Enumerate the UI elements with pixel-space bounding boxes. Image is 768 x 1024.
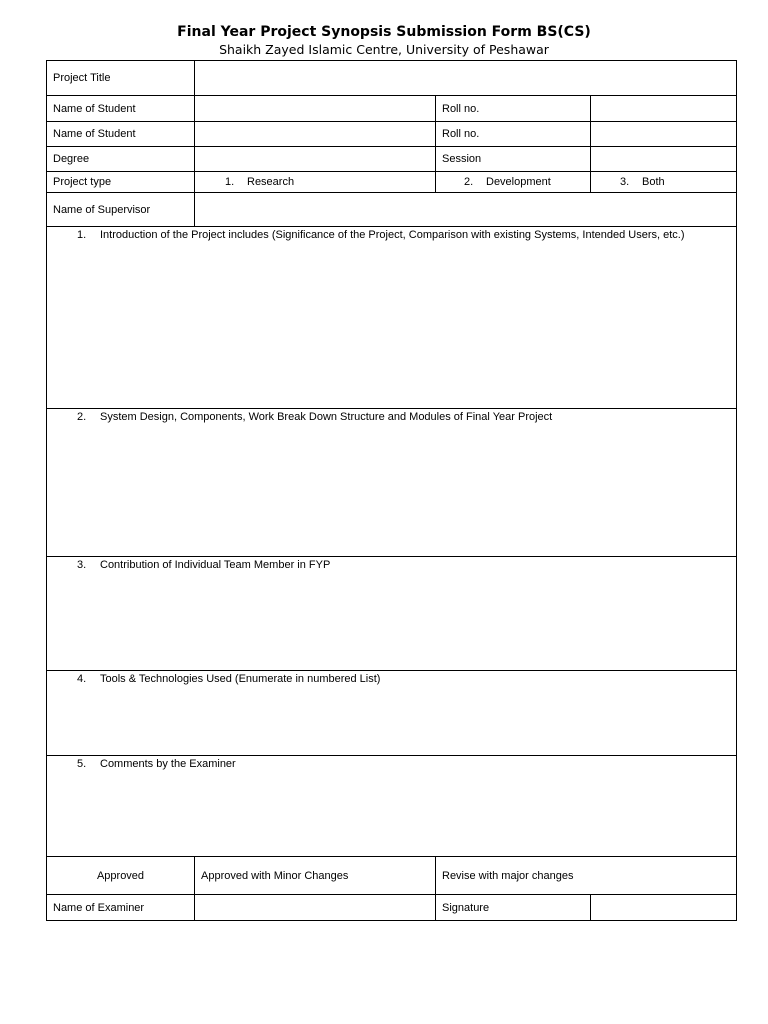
approval-row <box>47 857 737 895</box>
section-number: 5. <box>77 758 87 770</box>
section-heading: Tools & Technologies Used (Enumerate in numbered List) <box>100 673 381 685</box>
student-row-1 <box>47 96 737 122</box>
roll-no-label-2: Roll no. <box>436 122 591 147</box>
section-number: 2. <box>77 411 87 423</box>
option-label: Development <box>486 176 551 188</box>
option-label: Research <box>247 176 295 188</box>
section-heading: System Design, Components, Work Break Down Structure and Modules of Final Year Project <box>100 411 553 423</box>
section-row-4 <box>47 671 737 756</box>
section-system-design[interactable] <box>47 409 737 557</box>
section-tools[interactable] <box>47 671 737 756</box>
examiner-name-field[interactable] <box>195 895 436 921</box>
section-contribution[interactable] <box>47 557 737 671</box>
degree-row <box>47 147 737 172</box>
section-number: 4. <box>77 673 87 685</box>
section-row-3 <box>47 557 737 671</box>
roll-no-field-2[interactable] <box>591 122 737 147</box>
section-number: 3. <box>77 559 87 571</box>
degree-field[interactable] <box>195 147 436 172</box>
student-row-2 <box>47 122 737 147</box>
section-comments[interactable] <box>47 756 737 857</box>
supervisor-field[interactable] <box>195 193 737 227</box>
session-field[interactable] <box>591 147 737 172</box>
section-row-5 <box>47 756 737 857</box>
project-type-label: Project type <box>47 172 195 193</box>
examiner-row <box>47 895 737 921</box>
signature-label: Signature <box>436 895 591 921</box>
option-label: Both <box>642 176 665 188</box>
section-heading: Introduction of the Project includes (Significance of the Project, Comparison with existing Systems, Intended Users, etc.) <box>100 229 685 241</box>
section-number: 1. <box>77 229 87 241</box>
approved-minor-option[interactable]: Approved with Minor Changes <box>195 857 436 895</box>
approved-option[interactable]: Approved <box>47 857 195 895</box>
student-name-label-1: Name of Student <box>47 96 195 122</box>
form-subtitle: Shaikh Zayed Islamic Centre, University of Peshawar <box>219 42 549 57</box>
section-heading: Contribution of Individual Team Member in FYP <box>100 559 331 571</box>
option-number: 3. <box>620 176 630 188</box>
section-row-1 <box>47 227 737 409</box>
project-type-row <box>47 172 737 193</box>
project-type-option-research[interactable] <box>195 172 436 193</box>
student-name-field-1[interactable] <box>195 96 436 122</box>
examiner-name-label: Name of Examiner <box>47 895 195 921</box>
option-number: 2. <box>464 176 474 188</box>
student-name-label-2: Name of Student <box>47 122 195 147</box>
roll-no-field-1[interactable] <box>591 96 737 122</box>
section-row-2 <box>47 409 737 557</box>
option-number: 1. <box>225 176 235 188</box>
project-title-field[interactable] <box>195 61 737 96</box>
synopsis-form-table <box>46 60 737 921</box>
project-title-label: Project Title <box>47 61 195 96</box>
signature-field[interactable] <box>591 895 737 921</box>
section-heading: Comments by the Examiner <box>100 758 236 770</box>
section-introduction[interactable] <box>47 227 737 409</box>
roll-no-label-1: Roll no. <box>436 96 591 122</box>
form-title: Final Year Project Synopsis Submission Form BS(CS) <box>177 24 591 40</box>
project-type-option-development[interactable] <box>436 172 591 193</box>
student-name-field-2[interactable] <box>195 122 436 147</box>
supervisor-row <box>47 193 737 227</box>
project-title-row <box>47 61 737 96</box>
session-label: Session <box>436 147 591 172</box>
degree-label: Degree <box>47 147 195 172</box>
form-header <box>0 22 768 58</box>
revise-major-option[interactable]: Revise with major changes <box>436 857 737 895</box>
project-type-option-both[interactable] <box>591 172 737 193</box>
supervisor-label: Name of Supervisor <box>47 193 195 227</box>
